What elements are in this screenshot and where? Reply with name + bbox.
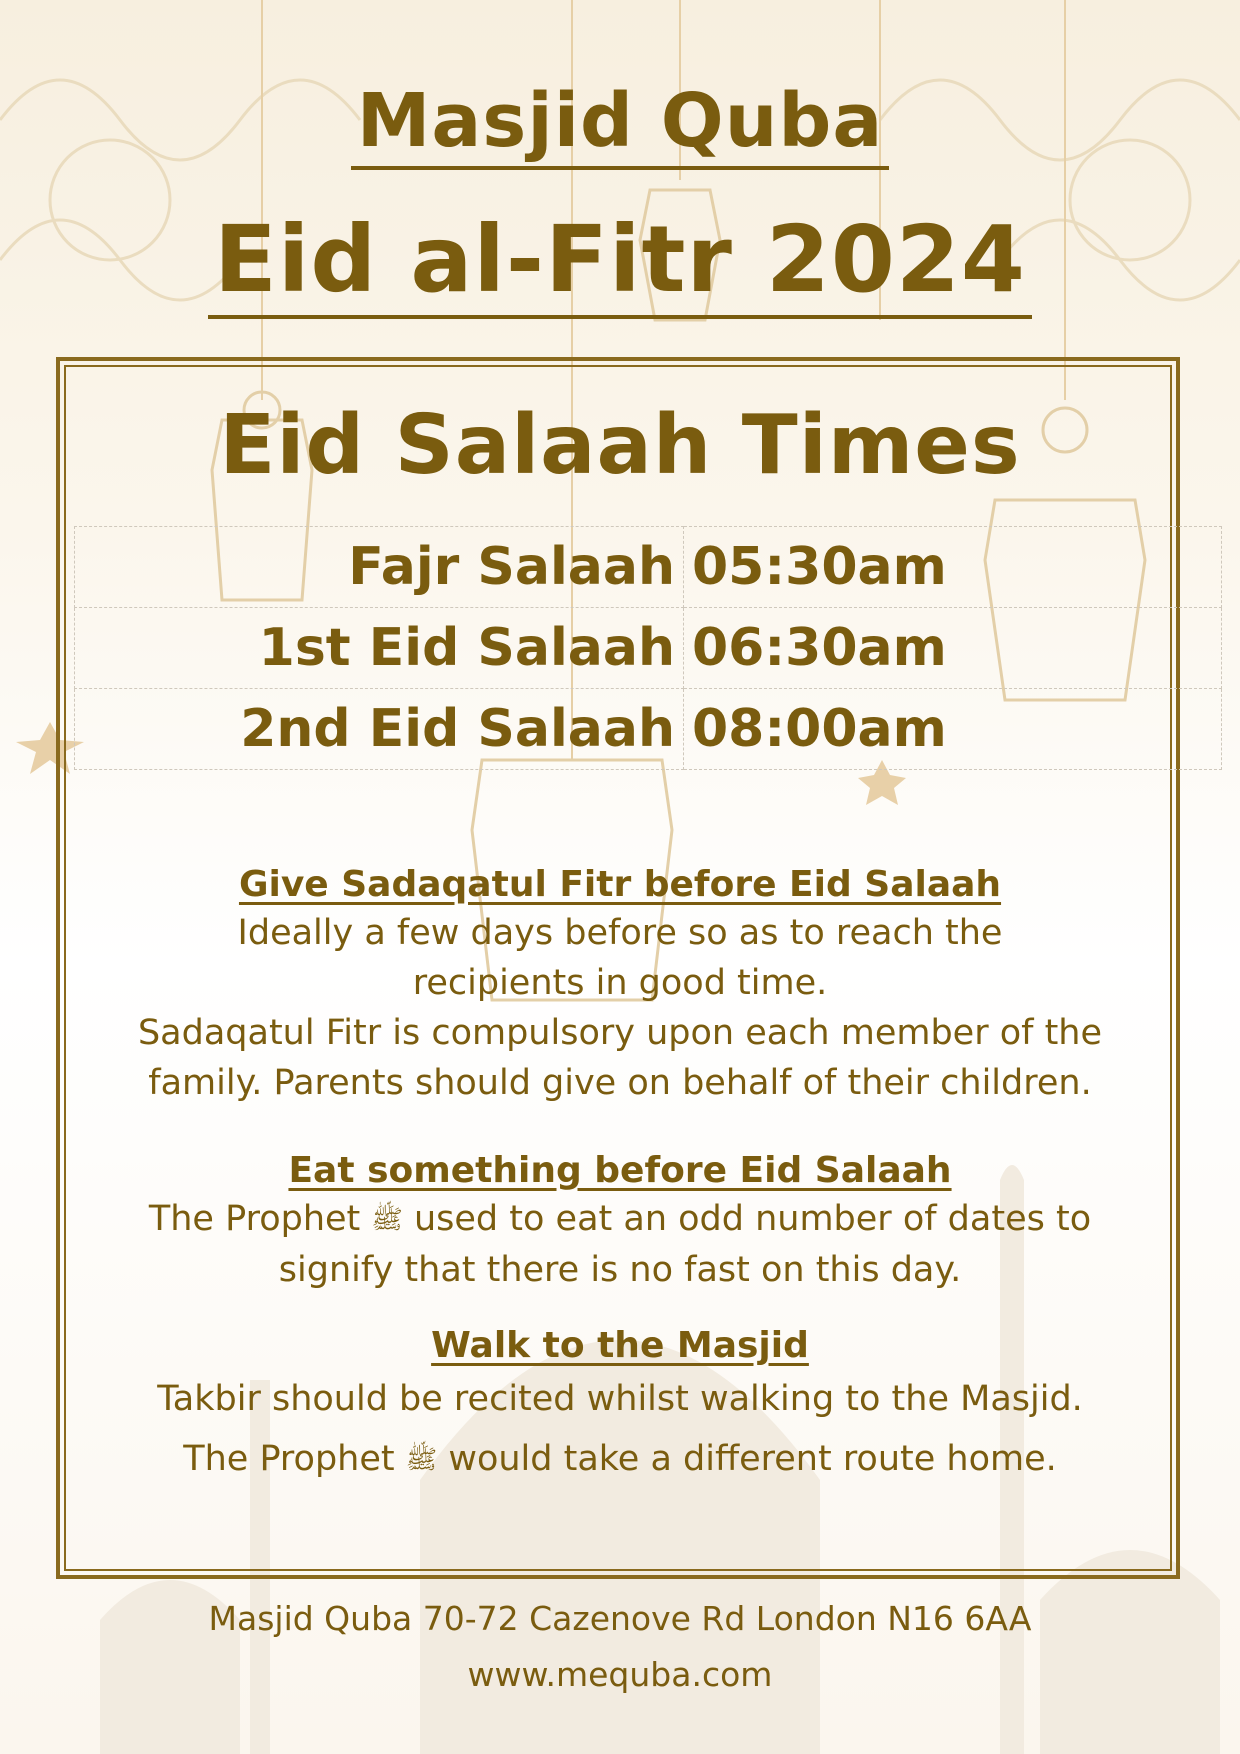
eat-heading: Eat something before Eid Salaah <box>288 1150 952 1191</box>
eat-line-1-start: The Prophet <box>148 1199 361 1239</box>
event-title-heading <box>0 206 1240 313</box>
footer-website-link[interactable]: www.mequba.com <box>467 1655 773 1694</box>
salaah-time: 08:00am <box>684 689 1222 770</box>
sadaqah-line: Ideally a few days before so as to reach the <box>237 913 1003 953</box>
salaah-time: 06:30am <box>684 608 1222 689</box>
sadaqah-line: recipients in good time. <box>412 963 828 1003</box>
eat-line-1 <box>90 1194 1150 1245</box>
salaah-label: 1st Eid Salaah <box>75 608 684 689</box>
mosque-name-heading <box>0 78 1240 164</box>
salaah-times-table <box>74 526 1222 770</box>
table-row <box>75 527 1222 608</box>
sadaqah-section <box>90 862 1150 1108</box>
mosque-name: Masjid Quba <box>351 78 890 170</box>
footer-address: Masjid Quba 70-72 Cazenove Rd London N16 6AA <box>208 1599 1032 1638</box>
salaah-times-heading: Eid Salaah Times <box>219 398 1021 493</box>
salaah-time: 05:30am <box>684 527 1222 608</box>
sadaqah-heading: Give Sadaqatul Fitr before Eid Salaah <box>238 864 1002 905</box>
walk-line-2-end: would take a different route home. <box>448 1439 1057 1479</box>
eat-line-2: signify that there is no fast on this day. <box>278 1250 962 1290</box>
honorific-glyph: ﷺ <box>405 1445 438 1475</box>
table-row <box>75 689 1222 770</box>
honorific-glyph: ﷺ <box>371 1205 403 1235</box>
walk-line-2 <box>90 1429 1150 1490</box>
eat-section <box>90 1148 1150 1295</box>
salaah-label: Fajr Salaah <box>75 527 684 608</box>
walk-section <box>90 1323 1150 1490</box>
event-title: Eid al-Fitr 2024 <box>208 206 1032 319</box>
salaah-label: 2nd Eid Salaah <box>75 689 684 770</box>
sadaqah-line: Sadaqatul Fitr is compulsory upon each member of the <box>137 1013 1103 1053</box>
table-row <box>75 608 1222 689</box>
eat-line-1-end: used to eat an odd number of dates to <box>413 1199 1092 1239</box>
walk-heading: Walk to the Masjid <box>431 1325 809 1366</box>
sadaqah-line: family. Parents should give on behalf of their children. <box>148 1063 1092 1103</box>
walk-line-1: Takbir should be recited whilst walking to the Masjid. <box>157 1379 1083 1419</box>
walk-line-2-start: The Prophet <box>183 1439 395 1479</box>
